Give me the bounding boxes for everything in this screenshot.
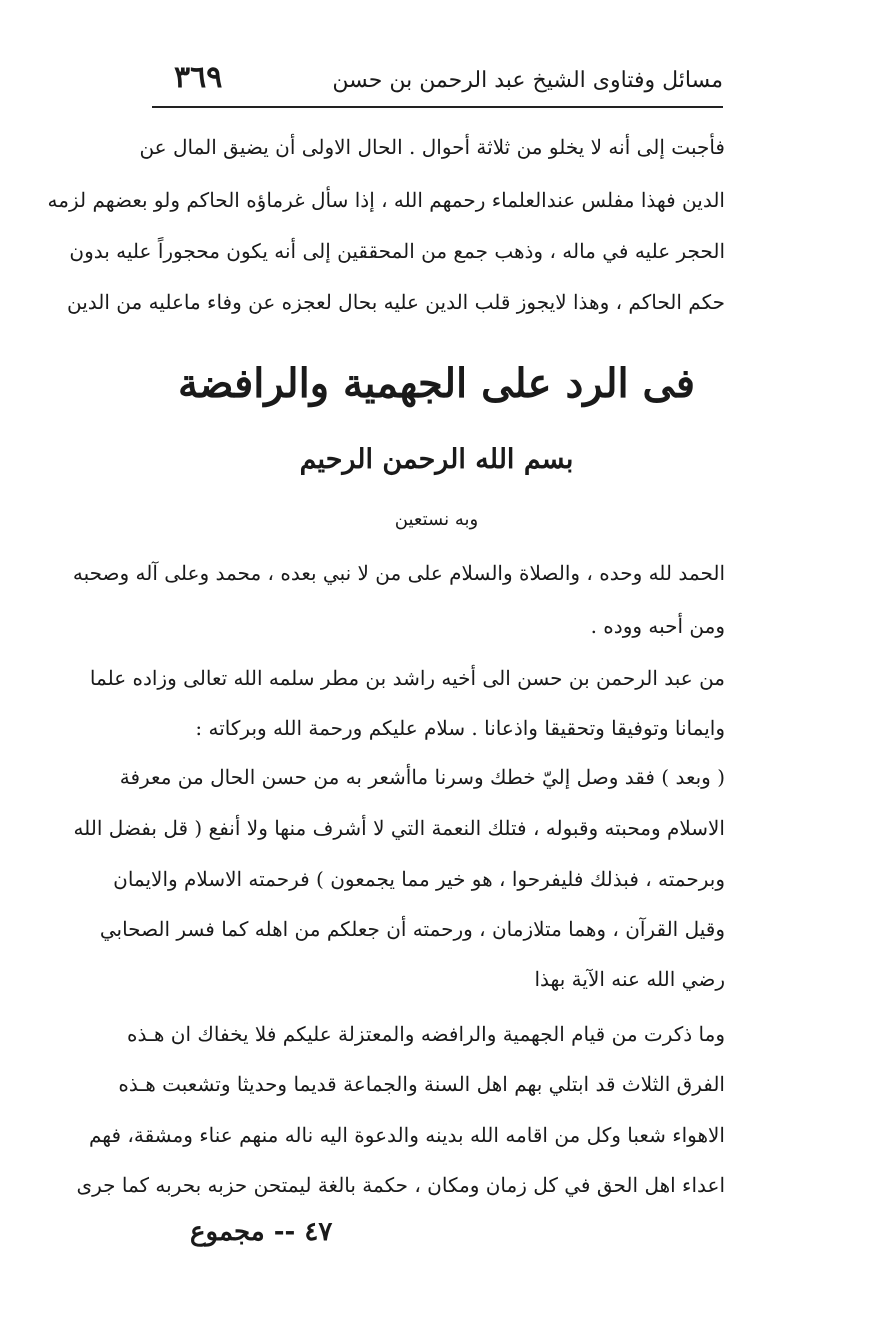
text-line: اعداء اهل الحق في كل زمان ومكان ، حكمة بالغة ليمتحن حزبه بحربه كما جرى xyxy=(76,1173,725,1197)
text-line: الحمد لله وحده ، والصلاة والسلام على من لا نبي بعده ، محمد وعلى آله وصحبه xyxy=(72,561,725,585)
invocation-line: وبه نستعين xyxy=(394,509,479,530)
text-line: وبرحمته ، فبذلك فليفرحوا ، هو خير مما يجمعون ) فرحمته الاسلام والايمان xyxy=(113,867,725,891)
section-title: فى الرد على الجهمية والرافضة xyxy=(177,360,696,407)
text-line: الحجر عليه في ماله ، وذهب جمع من المحققين إلى أنه يكون محجوراً عليه بدون xyxy=(69,239,725,263)
text-line: الاسلام ومحبته وقبوله ، فتلك النعمة التي لا أشرف منها ولا أنفع ( قل بفضل الله xyxy=(73,816,725,840)
running-header xyxy=(150,62,723,102)
running-title: مسائل وفتاوى الشيخ عبد الرحمن بن حسن xyxy=(332,68,723,93)
text-line: الاهواء شعبا وكل من اقامه الله بدينه والدعوة اليه ناله منهم عناء ومشقة، فهم xyxy=(88,1123,725,1147)
text-line: رضي الله عنه الآية بهذا xyxy=(534,967,725,991)
text-line: من عبد الرحمن بن حسن الى أخيه راشد بن مطر سلمه الله تعالى وزاده علما xyxy=(89,666,725,690)
header-rule xyxy=(152,106,723,108)
text-line: وايمانا وتوفيقا وتحقيقا واذعانا . سلام عليكم ورحمة الله وبركاته : xyxy=(195,716,725,740)
gathering-signature: ٤٧ -- مجموع xyxy=(190,1217,333,1247)
text-line: حكم الحاكم ، وهذا لايجوز قلب الدين عليه بحال لعجزه عن وفاء ماعليه من الدين xyxy=(66,290,725,314)
basmala: بسم الله الرحمن الرحيم xyxy=(299,444,574,475)
page-number: ٣٦٩ xyxy=(174,60,223,95)
text-line: وما ذكرت من قيام الجهمية والرافضه والمعتزلة عليكم فلا يخفاك ان هـذه xyxy=(127,1022,725,1046)
text-line: فأجبت إلى أنه لا يخلو من ثلاثة أحوال . الحال الاولى أن يضيق المال عن xyxy=(139,135,725,159)
text-line: ومن أحبه ووده . xyxy=(590,614,725,638)
text-line: الدين فهذا مفلس عندالعلماء رحمهم الله ، إذا سأل غرماؤه الحاكم ولو بعضهم لزمه xyxy=(47,188,725,212)
text-line: ( وبعد ) فقد وصل إليّ خطك وسرنا ماأشعر به من حسن الحال من معرفة xyxy=(119,765,725,789)
text-line: وقيل القرآن ، وهما متلازمان ، ورحمته أن جعلكم من اهله كما فسر الصحابي xyxy=(99,917,725,941)
text-line: الفرق الثلاث قد ابتلي بهم اهل السنة والجماعة قديما وحديثا وتشعبت هـذه xyxy=(118,1072,725,1096)
